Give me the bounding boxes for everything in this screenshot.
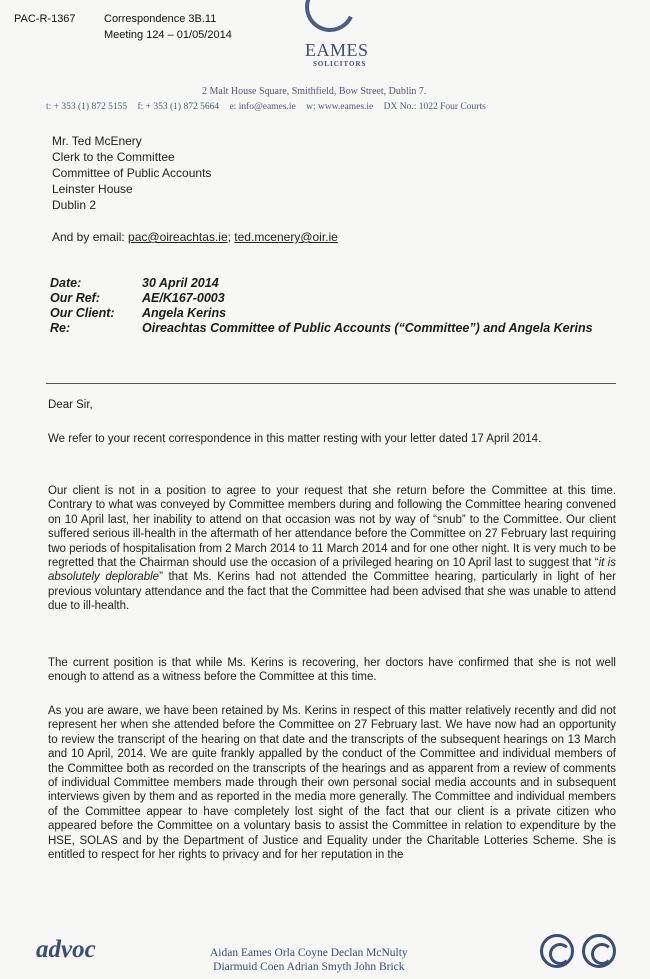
re-label: Re: <box>50 321 71 335</box>
date-label: Date: <box>50 276 82 290</box>
email-prefix: And by email: <box>52 230 129 244</box>
paragraph-2-part-a: Our client is not in a position to agree to your request that she return before the Committee at this time. Contrary to what was conveyed by Committee members during and following the Committee hearing convened on 10 April last, her inability to attend on that occasion was not by way of “snub” to the Committee. Our client suffered serious ill-health in the aftermath of her attendance before the Committee on 27 February last requiring two periods of hospitalisation from 2 March 2014 to 11 March 2014 and for one other night. It is very much to be regretted that the Chairman should use the occasion of a privileged hearing on 10 April last to suggest that “ <box>48 485 616 570</box>
meta-client-row <box>50 306 612 321</box>
paragraph-3: The current position is that while Ms. Kerins is recovering, her doctors have confirmed that she is not well enough to attend as a witness before the Committee at this time. <box>48 657 616 684</box>
partners-line-1: Aidan Eames Orla Coyne Declan McNulty <box>210 947 408 959</box>
meta-re-row <box>50 321 612 336</box>
paragraph-2 <box>48 484 616 614</box>
ref-value: AE/K167-0003 <box>142 291 225 305</box>
document-ref-id: PAC-R-1367 <box>14 13 76 25</box>
logo-arc-icon <box>298 0 362 39</box>
certification-badge-icon <box>540 934 574 968</box>
fax: f: + 353 (1) 872 5664 <box>137 102 220 112</box>
ref-label: Our Ref: <box>50 291 100 305</box>
partners-line-2: Diarmuid Coen Adrian Smyth John Brick <box>213 961 405 973</box>
paragraph-4: As you are aware, we have been retained by Ms. Kerins in respect of this matter relatively recently and did not represent her when she attended before the Committee on 27 February last. We have now had an opportunity to review the transcript of the hearing on that date and the transcripts of the subsequent hearings on 13 March and 10 April, 2014. We are quite frankly appalled by the conduct of the Committee and individual members of the Committee both as recorded on the transcripts of the hearings and as apparent from a review of comments of individual Committee members made through their own personal social media accounts and in subsequent interviews given by them and as reported in the media more generally. The Committee and individual members of the Committee appear to have completely lost sight of the fact that our client is a private citizen who appeared before the Committee on a voluntary basis to assist the Committee in relation to expenditure by the HSE, SOLAS and by the Department of Justice and Equality under the Charitable Lotteries Scheme. She is entitled to respect for her rights to privacy and for her reputation in the <box>48 705 616 862</box>
dx-number: DX No.: 1022 Four Courts <box>383 102 486 112</box>
salutation: Dear Sir, <box>48 399 93 411</box>
website: w: www.eames.ie <box>306 102 374 112</box>
meta-date-row <box>50 276 612 291</box>
letter-meta <box>50 276 612 336</box>
firm-name: EAMES <box>305 40 369 60</box>
recipient-building: Leinster House <box>52 182 133 196</box>
date-value: 30 April 2014 <box>142 276 219 290</box>
email-link-pac[interactable]: pac@oireachtas.ie <box>128 230 228 244</box>
firm-address: 2 Malt House Square, Smithfield, Bow Street, Dublin 7. <box>202 86 427 97</box>
email-line <box>52 230 338 244</box>
meeting-info: Meeting 124 – 01/05/2014 <box>104 29 232 41</box>
client-value: Angela Kerins <box>142 306 227 320</box>
recipient-city: Dublin 2 <box>52 198 97 212</box>
phone: t: + 353 (1) 872 5155 <box>46 102 128 112</box>
email-separator: ; <box>227 230 235 244</box>
divider <box>46 383 616 384</box>
paragraph-2-quote: it is absolutely deplorable <box>48 557 616 584</box>
partners-list <box>210 946 408 974</box>
re-value: Oireachtas Committee of Public Accounts (“Committee”) and Angela Kerins <box>142 321 593 335</box>
paragraph-2-part-b: ” that Ms. Kerins had not attended the Committee hearing, particularly in light of her previous voluntary attendance and the fact that the Committee had been advised that she was unable to attend due to ill-health. <box>48 571 616 613</box>
firm-contacts <box>46 102 494 112</box>
firm-email: e: info@eames.ie <box>229 102 296 112</box>
recipient-title: Clerk to the Committee <box>52 150 175 164</box>
recipient-address <box>52 133 211 213</box>
email-link-ted[interactable]: ted.mcenery@oir.ie <box>234 230 338 244</box>
firm-logo <box>295 0 375 72</box>
advoc-logo: advoc <box>36 936 96 963</box>
recipient-org: Committee of Public Accounts <box>52 166 212 180</box>
meta-ref-row <box>50 291 612 306</box>
correspondence-number: Correspondence 3B.11 <box>104 13 217 25</box>
recipient-name: Mr. Ted McEnery <box>52 134 142 148</box>
firm-subtitle: SOLICITORS <box>313 60 367 68</box>
certification-badge-icon-2 <box>582 934 616 968</box>
paragraph-1: We refer to your recent correspondence in this matter resting with your letter dated 17 April 2014. <box>48 433 542 445</box>
client-label: Our Client: <box>50 306 115 320</box>
